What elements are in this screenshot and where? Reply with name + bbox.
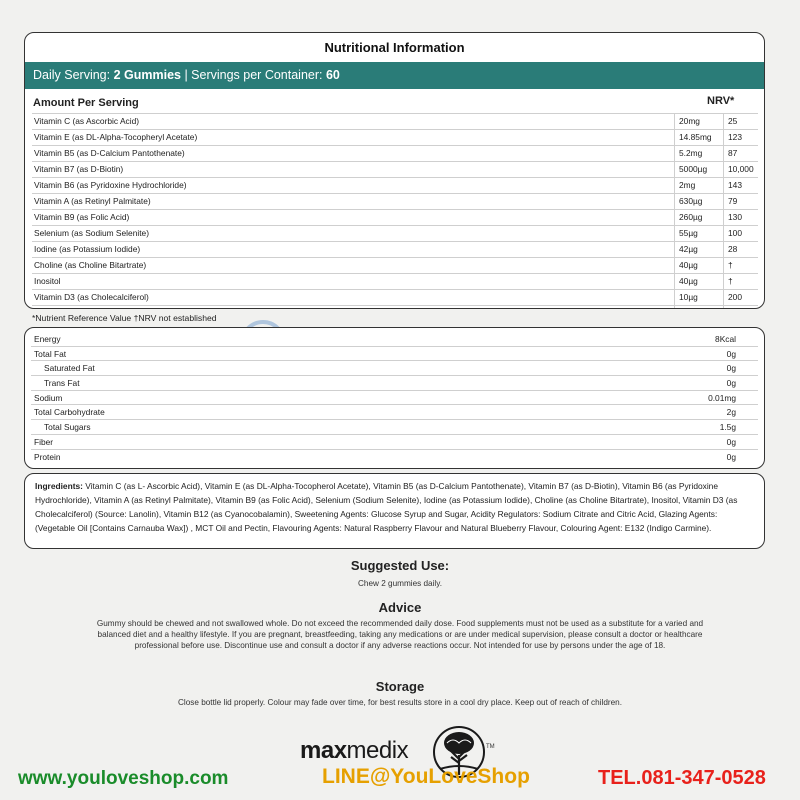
trademark: TM [486, 744, 495, 750]
energy-row [31, 405, 758, 420]
nutrient-nrv: 200 [723, 290, 742, 305]
nutrient-nrv: 123 [723, 130, 742, 145]
energy-value: 8Kcal [715, 334, 736, 344]
nutrient-row [32, 161, 758, 177]
nutrient-amount: 40µg [674, 274, 698, 289]
nutrient-name: Vitamin B5 (as D-Calcium Pantothenate) [34, 148, 185, 158]
nutrient-row [32, 241, 758, 257]
ingredients-body: Vitamin C (as L- Ascorbic Acid), Vitamin E (as DL-Alpha-Tocopherol Acetate), Vitamin B5 (as D-Calcium Pantothenate), Vitamin B7 (as D-Biotin), Vitamin B6 (as Pyridoxine Hydrochloride), Vitamin A (as Retinyl Palmitate), Vitamin B9 (as Folic Acid), Selenium (Sodium Selenite), Iodine (as Potassium Iodide), Choline (as Choline Bitartrate), Inositol, Vitamin D3 (as Cholecalciferol) (Source: Lanolin), Vitamin B12 (as Cyanocobalamin), Sweetening Agents: Glucose Syrup and Sugar, Acidity Regulators: Sodium Citrate and Citric Acid, Glazing Agents: (Vegetable Oil [Contains Carnauba Wax]) , MCT Oil and Pectin, Flavouring Agents: Natural Raspberry Flavour and Natural Blueberry Flavour, Colouring Agent: E132 (Indigo Carmine). [35, 481, 738, 534]
nutrient-row [32, 273, 758, 289]
energy-value: 0g [726, 363, 736, 374]
energy-value: 0.01mg [708, 392, 736, 403]
energy-name: Total Sugars [44, 422, 91, 433]
nutrient-name: Vitamin C (as Ascorbic Acid) [34, 116, 140, 126]
storage-title: Storage [375, 679, 425, 694]
energy-value: 0g [726, 378, 736, 389]
brand-part1: max [300, 737, 347, 764]
nutrient-amount: 55µg [674, 226, 698, 241]
energy-name: Total Fat [34, 348, 67, 359]
nutrient-amount: 10µg [674, 290, 698, 305]
nutrient-nrv: 79 [723, 194, 737, 209]
nutrient-row [32, 113, 758, 129]
nutrient-row [32, 305, 758, 309]
nutrient-amount: 20mg [674, 114, 700, 129]
nutrient-row [32, 225, 758, 241]
energy-row [31, 347, 758, 362]
nutrient-amount: 5000µg [674, 162, 707, 177]
nutrient-name: Vitamin D3 (as Cholecalciferol) [34, 292, 149, 302]
nutrient-nrv: 130 [723, 210, 742, 225]
energy-name: Sodium [34, 392, 63, 403]
energy-name: Saturated Fat [44, 363, 95, 374]
suggested-use-text: Chew 2 gummies daily. [357, 579, 443, 588]
nutrient-name: Choline (as Choline Bitartrate) [34, 260, 147, 270]
nutrient-amount: 14.85mg [674, 130, 712, 145]
amount-per-serving-header: Amount Per Serving [33, 97, 139, 109]
nutrient-row [32, 129, 758, 145]
energy-value: 0g [726, 451, 736, 462]
energy-name: Energy [34, 334, 61, 344]
nutrient-name [34, 306, 160, 309]
nutrient-amount: 260µg [674, 210, 702, 225]
energy-row [31, 376, 758, 391]
energy-row [31, 361, 758, 376]
ingredients-panel [24, 473, 765, 549]
energy-row [31, 332, 758, 347]
nutrient-name: Vitamin A (as Retinyl Palmitate) [34, 196, 151, 206]
nutrient-amount: 40µg [674, 258, 698, 273]
energy-name: Fiber [34, 436, 54, 447]
vitamin-table [32, 113, 758, 309]
energy-table [25, 328, 764, 464]
serving-prefix: Daily Serving: [33, 68, 114, 82]
energy-value: 1.5g [719, 422, 736, 433]
nutrient-amount: 5.2mg [674, 146, 702, 161]
serving-banner [25, 62, 764, 89]
table-header [25, 93, 764, 113]
nutrient-row [32, 177, 758, 193]
nutrient-amount: 2mg [674, 178, 695, 193]
nrv-header: NRV* [707, 95, 735, 107]
nutrient-row [32, 289, 758, 305]
serving-count: 2 Gummies [113, 68, 181, 82]
nutrient-row [32, 145, 758, 161]
ingredients-label: Ingredients: [35, 481, 83, 491]
footer-telephone: TEL.081-347-0528 [598, 767, 766, 789]
nutrient-nrv: † [723, 274, 733, 289]
advice-title: Advice [378, 600, 422, 615]
nutrient-nrv [723, 306, 742, 309]
nutrition-title: Nutritional Information [324, 40, 465, 55]
nutrient-row [32, 209, 758, 225]
nutrient-row [32, 257, 758, 273]
nutrient-name: Inositol [34, 276, 61, 286]
nutrient-name: Selenium (as Sodium Selenite) [34, 228, 149, 238]
nutrient-row [32, 193, 758, 209]
energy-row [31, 420, 758, 435]
nutrient-nrv: 87 [723, 146, 737, 161]
energy-row [31, 450, 758, 465]
nutrient-nrv: † [723, 258, 733, 273]
energy-name: Total Carbohydrate [34, 407, 105, 418]
brand-part2: medix [346, 737, 409, 764]
nutrition-panel [24, 32, 765, 309]
nutrient-amount [674, 306, 693, 309]
nutrient-nrv: 100 [723, 226, 742, 241]
energy-name: Protein [34, 451, 61, 462]
ingredients-text [25, 474, 764, 540]
nutrient-nrv: 10,000 [723, 162, 754, 177]
energy-row [31, 391, 758, 406]
energy-value: 2g [726, 407, 736, 418]
footer-website-link[interactable]: www.youloveshop.com [18, 768, 229, 789]
nutrient-amount: 42µg [674, 242, 698, 257]
nutrient-amount: 630µg [674, 194, 702, 209]
energy-value: 0g [726, 348, 736, 359]
nutrient-name: Vitamin B6 (as Pyridoxine Hydrochloride) [34, 180, 187, 190]
nutrient-name: Vitamin B7 (as D-Biotin) [34, 164, 124, 174]
servings-per-container: 60 [325, 68, 340, 82]
nutrient-nrv: 25 [723, 114, 737, 129]
energy-row [31, 435, 758, 450]
brand-logo [300, 737, 408, 765]
serving-sep: | Servings per Container: [180, 68, 326, 82]
footer-line-id: LINE@YouLoveShop [322, 765, 530, 788]
energy-name: Trans Fat [44, 378, 80, 389]
nutrient-nrv: 143 [723, 178, 742, 193]
suggested-use-title: Suggested Use: [350, 558, 450, 573]
nutrient-name: Iodine (as Potassium Iodide) [34, 244, 141, 254]
nrv-footnote: *Nutrient Reference Value †NRV not established [32, 313, 217, 323]
nutrient-name: Vitamin E (as DL-Alpha-Tocopheryl Acetate) [34, 132, 198, 142]
nutrient-name: Vitamin B9 (as Folic Acid) [34, 212, 130, 222]
nutrient-nrv: 28 [723, 242, 737, 257]
advice-text: Gummy should be chewed and not swallowed whole. Do not exceed the recommended daily dose. Food supplements must not be used as a substitute for a varied and balanced diet and a healthy lifestyle. If you are pregnant, breastfeeding, taking any medications or are under medical supervision, please consult a doctor or healthcare professional before use. Discontinue use and consult a doctor if any adverse reactions occur. Not intended for use by persons under the age of 18. [96, 619, 704, 650]
energy-value: 0g [726, 436, 736, 447]
storage-text: Close bottle lid properly. Colour may fade over time, for best results store in a cool dry place. Keep out of reach of children. [177, 698, 622, 707]
energy-panel [24, 327, 765, 469]
